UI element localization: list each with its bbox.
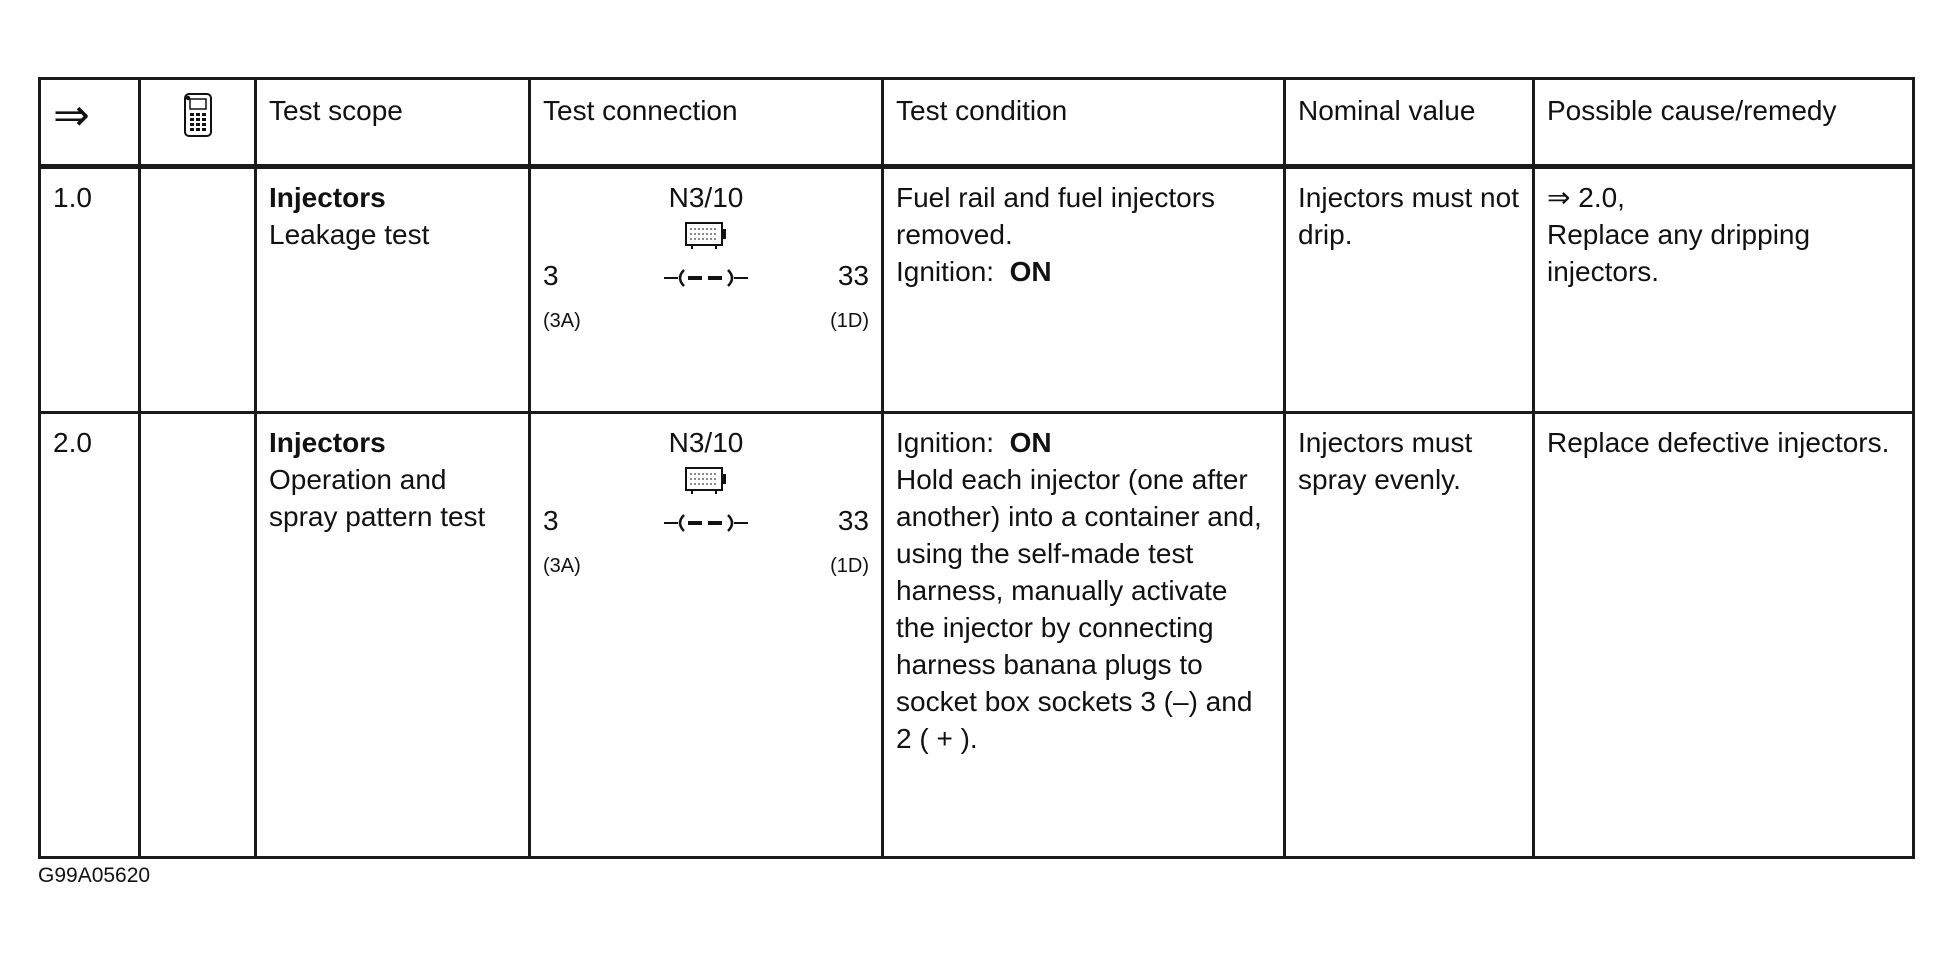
ignition-label: Ignition: (896, 256, 995, 287)
table-header-row (40, 79, 1914, 167)
remedy-text: Replace defective injectors. (1547, 427, 1890, 458)
remedy-text: Replace any dripping injectors. (1547, 219, 1811, 287)
condition-text: Hold each injector (one after another) into a container and, using the self-made test harness, manually activate the injector by connecting harness banana plugs to socket box sockets 3 (–) and 2 ( + ). (896, 464, 1262, 754)
pin-left-sub: (3A) (543, 555, 581, 577)
cause-remedy-cell (1534, 167, 1914, 413)
header-test-condition: Test condition (883, 79, 1285, 167)
pin-right-sub: (1D) (830, 310, 869, 332)
scope-title: Injectors (269, 427, 386, 458)
nominal-value-cell: Injectors must spray evenly. (1285, 413, 1534, 858)
scope-description: Operation and spray pattern test (269, 464, 486, 532)
ignition-value: ON (1009, 427, 1052, 458)
pin-left: 3 (543, 505, 559, 536)
ignition-label: Ignition: (896, 427, 995, 458)
socket-box-icon (684, 221, 728, 251)
header-nominal-value: Nominal value (1285, 79, 1534, 167)
test-condition-cell (883, 167, 1285, 413)
header-test-connection: Test connection (530, 79, 883, 167)
pin-left-sub: (3A) (543, 310, 581, 332)
test-scope-cell (256, 167, 530, 413)
pin-right-sub: (1D) (830, 555, 869, 577)
nominal-value-cell: Injectors must not drip. (1285, 167, 1534, 413)
condition-text: Fuel rail and fuel injectors removed. (896, 182, 1216, 250)
component-label: N3/10 (668, 427, 744, 458)
test-cable-icon (636, 267, 776, 289)
remedy-reference: ⇒ 2.0, (1547, 182, 1625, 213)
header-tester (140, 79, 256, 167)
ignition-line (896, 253, 1271, 290)
ignition-value: ON (1009, 256, 1052, 287)
pin-right: 33 (837, 260, 869, 291)
tester-cell (140, 167, 256, 413)
tester-cell (140, 413, 256, 858)
scope-description: Leakage test (269, 219, 430, 250)
pin-right: 33 (837, 505, 869, 536)
component-label: N3/10 (668, 182, 744, 213)
table-row (40, 413, 1914, 858)
header-test-scope: Test scope (256, 79, 530, 167)
step-number: 2.0 (40, 413, 140, 858)
pin-left: 3 (543, 260, 559, 291)
test-condition-cell (883, 413, 1285, 858)
scope-title: Injectors (269, 182, 386, 213)
diagnostic-table (38, 77, 1915, 859)
table-row (40, 167, 1914, 413)
header-cause-remedy: Possible cause/remedy (1534, 79, 1914, 167)
socket-box-icon (684, 466, 728, 496)
test-scope-cell (256, 413, 530, 858)
cause-remedy-cell (1534, 413, 1914, 858)
test-connection-cell (530, 167, 883, 413)
test-cable-icon (636, 512, 776, 534)
test-connection-cell (530, 413, 883, 858)
figure-id: G99A05620 (38, 864, 151, 887)
ignition-line (896, 424, 1271, 461)
handheld-tester-icon (180, 92, 216, 138)
step-number: 1.0 (40, 167, 140, 413)
header-arrow: ⇒ (40, 79, 140, 167)
